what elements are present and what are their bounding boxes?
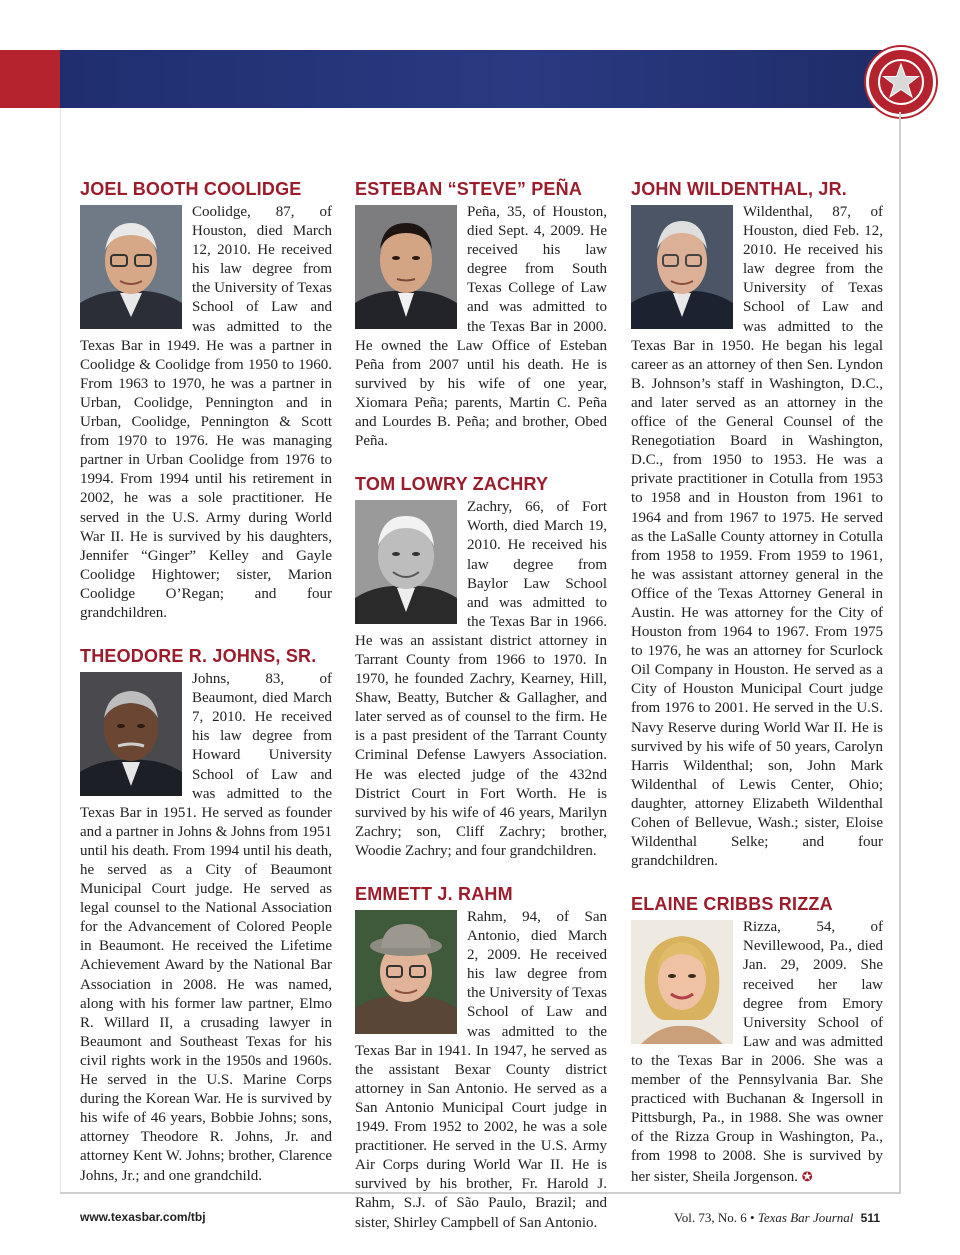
page-footer <box>80 1210 880 1230</box>
column-3 <box>631 178 883 1209</box>
portrait-photo <box>355 910 457 1034</box>
column-2 <box>355 178 607 1255</box>
obituary-text: Rahm, 94, of San Antonio, died March 2, 2009. He received his law degree from the University of Texas School of Law and was admitted to the Texas Bar in 1941. In 1947, he served as the assistant Bexar County district attorney in San Antonio. He served as a San Antonio Municipal Court judge in 1949. From 1952 to 2002, he was a sole practitioner. He served in the U.S. Army Air Corps during World War II. He is survived by his brother, Fr. Harold J. Rahm, S.J. of São Paulo, Brazil; and sister, Shirley Campbell of San Antonio. <box>355 909 607 1231</box>
portrait-photo <box>631 205 733 329</box>
frame-right-rule <box>899 112 901 1194</box>
obituary-text-body: Rizza, 54, of Nevillewood, Pa., died Jan. 29, 2009. She received her law degree from Emory University School of Law and was admitted to the Texas Bar in 2006. She was a member of the Pennsylvania Bar. She practiced with Buchanan & Ingersoll in Pittsburgh, Pa., in 1988. She was owner of the Rizza Group in Washington, Pa., from 1998 to 2008. She is survived by her sister, Sheila Jorgenson. <box>631 919 883 1185</box>
obituary-rahm <box>355 883 607 1233</box>
obituary-text: Zachry, 66, of Fort Worth, died March 19, 2010. He received his law degree from Baylor Law School and was admitted to the Texas Bar in 1966. He was an assistant district attorney in Tarrant County from 1966 to 1970. In 1970, he founded Zachry, Kearney, Hill, Shaw, Beatty, Butcher & Gallagher, and later served as of counsel to the firm. He is a past president of the Tarrant County Criminal Defense Lawyers Association. He was elected judge of the 432nd District Court in Fort Worth. He is survived by his wife of 46 years, Marilyn Zachry; son, Cliff Zachry; brother, Woodie Zachry; and four grandchildren. <box>355 499 607 859</box>
footer-url-link[interactable]: www.texasbar.com/tbj <box>80 1210 206 1224</box>
footer-separator: • <box>750 1210 755 1225</box>
obituary-text: Wildenthal, 87, of Houston, died Feb. 12, 2010. He received his law degree from the University of Texas School of Law and was admitted to the Texas Bar in 1950. He began his legal career as an attorney of then Sen. Lyndon B. Johnson’s staff in Washington, D.C., and later served as an attorney in the office of the General Counsel of the Renegotiation Board in Washington, D.C., from 1950 to 1953. He was a private practitioner in Cotulla from 1953 to 1958 and in Houston from 1961 to 1964 and from 1967 to 1975. He served as the LaSalle County attorney in Cotulla from 1958 to 1959. From 1959 to 1961, he was assistant attorney general in the Office of the Texas Attorney General in Austin. He was attorney for the City of Houston from 1964 to 1967. From 1975 to 1976, he was an attorney for Scurlock Oil Company in Houston. He served as a City of Houston Municipal Court judge from 1976 to 2001. He served in the U.S. Navy Reserve during World War II. He is survived by his wife of 50 years, Carolyn Harris Wildenthal; son, John Mark Wildenthal of Lewis Center, Ohio; daughter, attorney Elizabeth Wildenthal Cohen of Bellevue, Wash.; sister, Eloise Wildenthal Selke; and four grandchildren. <box>631 204 883 870</box>
portrait-photo <box>355 205 457 329</box>
end-mark-icon: ✪ <box>801 1168 813 1184</box>
footer-folio <box>674 1210 880 1226</box>
obituary-name: EMMETT J. RAHM <box>355 884 513 904</box>
obituary-name: ESTEBAN “STEVE” PEÑA <box>355 179 583 199</box>
obituary-name: JOEL BOOTH COOLIDGE <box>80 179 302 199</box>
header-blue-band <box>60 50 900 108</box>
obituary-rizza <box>631 893 883 1186</box>
page-number: 511 <box>860 1211 880 1225</box>
footer-publication: Texas Bar Journal <box>757 1210 854 1225</box>
header-red-band <box>0 50 60 108</box>
portrait-photo <box>80 672 182 796</box>
frame-left-rule <box>60 108 61 1193</box>
obituary-text: Coolidge, 87, of Houston, died March 12, 2010. He received his law degree from the University of Texas School of Law and was admitted to the Texas Bar in 1949. He was a partner in Coolidge & Coolidge from 1950 to 1960. From 1963 to 1970, he was a partner in Urban, Coolidge, Pennington and in Urban, Coolidge, Pennington & Scott from 1970 to 1976. He was managing partner in Urban Coolidge from 1976 to 1994. From 1994 until his retirement in 2002, he was a sole practitioner. He served in the U.S. Army during World War II. He is survived by his daughters, Jennifer “Ginger” Kelley and Gayle Coolidge Hightower; sister, Marion Coolidge O’Regan; and four grandchildren. <box>80 204 332 621</box>
obituary-johns <box>80 645 332 1186</box>
footer-volume: Vol. 73, No. 6 <box>674 1210 747 1225</box>
column-1 <box>80 178 332 1208</box>
obituary-name: JOHN WILDENTHAL, JR. <box>631 179 848 199</box>
portrait-photo <box>80 205 182 329</box>
obituary-name: TOM LOWRY ZACHRY <box>355 474 549 495</box>
star-icon <box>866 47 936 117</box>
obituary-text: Johns, 83, of Beaumont, died March 7, 2010. He received his law degree from Howard University School of Law and was admitted to the Texas Bar in 1951. He served as founder and a partner in Johns & Johns from 1951 until his death. From 1994 until his death, he served as a City of Beaumont Municipal Court judge. He served as legal counsel to the National Association for the Advancement of Colored People in Beaumont. He received the Lifetime Achievement Award by the National Bar Association in 2008. He was named, along with his former law partner, Elmo R. Willard II, a crusading lawyer in Beaumont and Southeast Texas for his civil rights work in the 1950s and 1960s. He served in the U.S. Marine Corps during the Korean War. He is survived by his wife of 46 years, Bobbie Johns; sons, attorney Theodore R. Johns, Jr. and attorney Kent W. Johns; brother, Clarence Johns, Jr.; and one grandchild. <box>80 671 332 1184</box>
portrait-photo <box>355 500 457 624</box>
obituary-pena <box>355 178 607 451</box>
obituary-wildenthal <box>631 178 883 871</box>
obituary-name: ELAINE CRIBBS RIZZA <box>631 894 833 915</box>
obituary-coolidge <box>80 178 332 623</box>
portrait-photo <box>631 920 733 1044</box>
obituary-name: THEODORE R. JOHNS, SR. <box>80 646 317 667</box>
obituary-text: Peña, 35, of Houston, died Sept. 4, 2009. He received his law degree from South Texas College of Law and was admitted to the Texas Bar in 2000. He owned the Law Office of Esteban Peña from 2007 until his death. He is survived by his wife of one year, Xiomara Peña; parents, Martin C. Peña and Lourdes B. Peña; and brother, Obed Peña. <box>355 204 607 450</box>
obituary-zachry <box>355 473 607 861</box>
